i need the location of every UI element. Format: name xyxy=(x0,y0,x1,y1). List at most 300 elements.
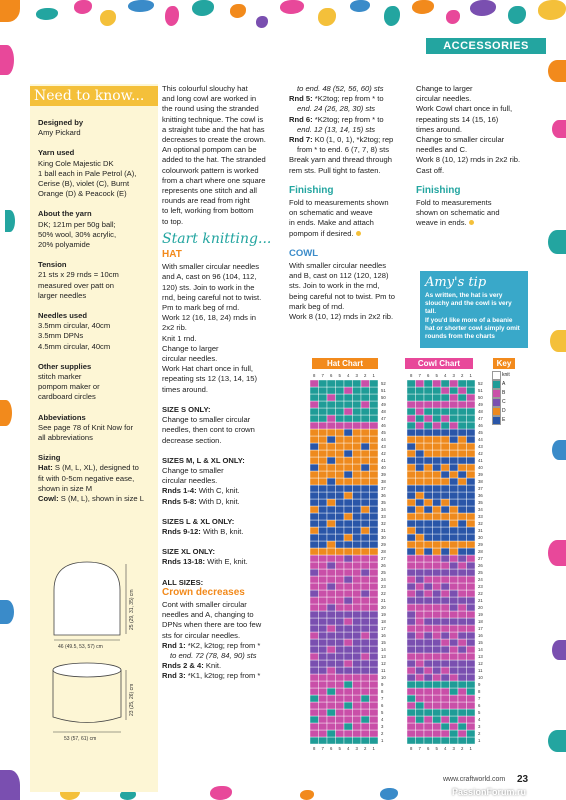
chart-cell xyxy=(441,618,450,625)
chart-cell xyxy=(433,695,442,702)
chart-cell xyxy=(407,548,416,555)
chart-cell xyxy=(458,632,467,639)
chart-row-number: 22 xyxy=(381,591,386,596)
chart-cell xyxy=(370,737,379,744)
chart-cell xyxy=(407,506,416,513)
chart-row-number: 11 xyxy=(478,668,483,673)
chart-cell xyxy=(336,723,345,730)
chart-row-number: 31 xyxy=(381,528,386,533)
chart-cell xyxy=(361,688,370,695)
chart-cell xyxy=(441,548,450,555)
chart-cell xyxy=(458,408,467,415)
chart-cell xyxy=(416,464,425,471)
intro-line: to top. xyxy=(162,216,184,226)
chart-cell xyxy=(416,597,425,604)
chart-cell xyxy=(361,730,370,737)
chart-cell xyxy=(319,464,328,471)
chart-cell xyxy=(327,415,336,422)
rnd-7-cont: from * to end. 6 (7, 7, 8) sts xyxy=(297,145,390,155)
chart-cell xyxy=(407,632,416,639)
chart-cell xyxy=(327,520,336,527)
chart-cell xyxy=(441,737,450,744)
chart-cell xyxy=(353,436,362,443)
chart-cell xyxy=(450,583,459,590)
chart-cell xyxy=(310,723,319,730)
chart-cell xyxy=(336,618,345,625)
chart-cell xyxy=(450,660,459,667)
chart-cell xyxy=(344,562,353,569)
chart-cell xyxy=(327,408,336,415)
chart-cell xyxy=(370,527,379,534)
chart-cell xyxy=(310,513,319,520)
chart-cell xyxy=(370,576,379,583)
chart-cell xyxy=(361,576,370,583)
rnd-3-cont: to end. 48 (52, 56, 60) sts xyxy=(297,84,384,93)
chart-cell xyxy=(424,709,433,716)
chart-cell xyxy=(433,415,442,422)
chart-row-number: 8 xyxy=(381,689,384,694)
chart-cell xyxy=(310,597,319,604)
chart-cell xyxy=(336,520,345,527)
chart-cell xyxy=(467,443,476,450)
needle-line: 3.5mm DPNs xyxy=(38,331,84,341)
chart-row-number: 14 xyxy=(478,647,483,652)
other-supplies-label: Other supplies xyxy=(38,361,92,371)
cowl-cont-line: times around. xyxy=(416,124,463,134)
chart-cell xyxy=(450,527,459,534)
chart-cell xyxy=(407,422,416,429)
chart-cell xyxy=(336,569,345,576)
chart-cell xyxy=(327,506,336,513)
rnd-1: *K2, k2tog; rep from * xyxy=(187,640,261,650)
about-yarn-line: DK; 121m per 50g ball; xyxy=(38,219,116,229)
chart-cell xyxy=(416,513,425,520)
intro-line: rounds are read from right xyxy=(162,196,250,206)
chart-cell xyxy=(336,485,345,492)
chart-cell xyxy=(370,506,379,513)
chart-cell xyxy=(327,583,336,590)
chart-cell xyxy=(450,499,459,506)
chart-cell xyxy=(416,709,425,716)
chart-cell xyxy=(336,464,345,471)
yarn-used-label: Yarn used xyxy=(38,148,75,158)
chart-cell xyxy=(361,436,370,443)
chart-cell xyxy=(407,464,416,471)
sidebar-text xyxy=(38,118,158,511)
chart-cell xyxy=(433,576,442,583)
chart-cell xyxy=(310,709,319,716)
chart-cell xyxy=(458,380,467,387)
chart-cell xyxy=(450,569,459,576)
chart-cell xyxy=(416,695,425,702)
abbreviations-label: Abbeviations xyxy=(38,412,86,422)
chart-cell xyxy=(344,730,353,737)
chart-cell xyxy=(467,667,476,674)
chart-cell xyxy=(361,611,370,618)
chart-cell xyxy=(327,688,336,695)
chart-cell xyxy=(370,702,379,709)
sizing-label: Sizing xyxy=(38,453,61,463)
yarn-line: King Cole Majestic DK xyxy=(38,158,114,168)
cowl-chart-grid xyxy=(407,380,475,744)
chart-row-number: 6 xyxy=(478,703,481,708)
intro-line: from a chart where one square xyxy=(162,175,266,185)
chart-cell xyxy=(327,611,336,618)
chart-cell xyxy=(407,646,416,653)
chart-row-number: 29 xyxy=(381,542,386,547)
chart-cell xyxy=(370,709,379,716)
cowl-line: With smaller circular needles xyxy=(289,261,387,271)
chart-cell xyxy=(336,681,345,688)
chart-cell xyxy=(433,492,442,499)
chart-cell xyxy=(336,429,345,436)
chart-row-number: 9 xyxy=(478,682,481,687)
chart-cell xyxy=(441,590,450,597)
chart-column-number: 3 xyxy=(355,373,358,378)
chart-row-number: 26 xyxy=(478,563,483,568)
chart-row-number: 33 xyxy=(478,514,483,519)
chart-cell xyxy=(327,380,336,387)
chart-cell xyxy=(424,408,433,415)
key-item xyxy=(492,416,520,424)
chart-row-number: 44 xyxy=(381,437,386,442)
chart-cell xyxy=(370,618,379,625)
chart-cell xyxy=(344,583,353,590)
chart-row-number: 12 xyxy=(478,661,483,666)
tension-line: larger needles xyxy=(38,290,87,300)
chart-cell xyxy=(441,513,450,520)
chart-cell xyxy=(407,527,416,534)
chart-cell xyxy=(458,464,467,471)
pattern-column-2 xyxy=(162,84,282,682)
cowl-cont-line: Change to smaller circular xyxy=(416,135,505,145)
chart-cell xyxy=(353,646,362,653)
chart-cell xyxy=(319,625,328,632)
chart-cell xyxy=(336,667,345,674)
chart-column-number: 7 xyxy=(418,373,421,378)
chart-cell xyxy=(336,548,345,555)
chart-row-number: 50 xyxy=(381,395,386,400)
chart-row-number: 35 xyxy=(381,500,386,505)
chart-cell xyxy=(353,660,362,667)
chart-row-number: 46 xyxy=(381,423,386,428)
chart-cell xyxy=(327,527,336,534)
size-mlxl-line: Change to smaller xyxy=(162,465,224,475)
chart-cell xyxy=(441,534,450,541)
chart-cell xyxy=(370,716,379,723)
chart-cell xyxy=(416,681,425,688)
chart-cell xyxy=(319,429,328,436)
chart-cell xyxy=(416,401,425,408)
chart-cell xyxy=(361,681,370,688)
chart-cell xyxy=(370,471,379,478)
chart-cell xyxy=(361,401,370,408)
chart-cell xyxy=(353,611,362,618)
chart-column-number: 5 xyxy=(435,373,438,378)
chart-cell xyxy=(310,443,319,450)
chart-cell xyxy=(441,604,450,611)
chart-column-number: 4 xyxy=(444,746,447,751)
chart-row-number: 48 xyxy=(478,409,483,414)
hat-line: 120) sts. Join to work in the xyxy=(162,282,255,292)
chart-cell xyxy=(336,702,345,709)
chart-cell xyxy=(344,688,353,695)
chart-cell xyxy=(327,555,336,562)
chart-cell xyxy=(310,576,319,583)
chart-cell xyxy=(336,576,345,583)
chart-cell xyxy=(336,555,345,562)
chart-row-number: 5 xyxy=(478,710,481,715)
chart-cell xyxy=(336,394,345,401)
chart-cell xyxy=(458,569,467,576)
chart-cell xyxy=(319,394,328,401)
cowl-heading: COWL xyxy=(289,247,319,259)
chart-cell xyxy=(361,723,370,730)
chart-cell xyxy=(433,632,442,639)
chart-cell xyxy=(344,681,353,688)
chart-cell xyxy=(407,702,416,709)
chart-cell xyxy=(433,527,442,534)
rnd-7: K0 (1, 0, 1), *k2tog; rep xyxy=(314,135,394,145)
chart-cell xyxy=(319,422,328,429)
chart-cell xyxy=(424,464,433,471)
chart-column-number: 2 xyxy=(364,373,367,378)
chart-column-number: 8 xyxy=(313,746,316,751)
chart-cell xyxy=(424,555,433,562)
chart-cell xyxy=(433,639,442,646)
chart-cell xyxy=(361,464,370,471)
chart-cell xyxy=(353,387,362,394)
chart-column-number: 1 xyxy=(469,746,472,751)
chart-cell xyxy=(441,422,450,429)
chart-cell xyxy=(441,555,450,562)
cowl-finishing-line: shown on schematic and xyxy=(416,208,500,218)
chart-cell xyxy=(327,604,336,611)
chart-cell xyxy=(416,457,425,464)
chart-row-number: 6 xyxy=(381,703,384,708)
chart-cell xyxy=(353,394,362,401)
chart-cell xyxy=(336,380,345,387)
chart-cell xyxy=(370,639,379,646)
chart-cell xyxy=(467,429,476,436)
chart-cell xyxy=(344,716,353,723)
chart-column-number: 3 xyxy=(355,746,358,751)
intro-line: knitting technique. The cowl is xyxy=(162,114,264,124)
chart-cell xyxy=(441,576,450,583)
chart-row-number: 22 xyxy=(478,591,483,596)
chart-cell xyxy=(336,590,345,597)
chart-cell xyxy=(336,688,345,695)
chart-cell xyxy=(467,457,476,464)
chart-cell xyxy=(424,646,433,653)
chart-cell xyxy=(441,730,450,737)
sizing-hat-line: fit with 0-5cm negative ease, xyxy=(38,473,135,483)
chart-cell xyxy=(467,653,476,660)
chart-cell xyxy=(361,660,370,667)
chart-cell xyxy=(416,478,425,485)
chart-cell xyxy=(416,667,425,674)
chart-cell xyxy=(458,492,467,499)
chart-cell xyxy=(458,436,467,443)
chart-cell xyxy=(416,583,425,590)
designer-name: Amy Pickard xyxy=(38,128,81,138)
chart-cell xyxy=(416,471,425,478)
cowl-cont-line: Work 8 (10, 12) rnds in 2x2 rib. xyxy=(416,155,521,165)
chart-cell xyxy=(407,436,416,443)
chart-cell xyxy=(450,716,459,723)
cowl-cont-line: Change to larger xyxy=(416,84,473,93)
chart-cell xyxy=(344,492,353,499)
chart-cell xyxy=(344,625,353,632)
chart-cell xyxy=(344,709,353,716)
chart-cell xyxy=(353,709,362,716)
chart-cell xyxy=(424,702,433,709)
chart-cell xyxy=(450,471,459,478)
chart-cell xyxy=(344,464,353,471)
chart-row-number: 21 xyxy=(478,598,483,603)
chart-row-number: 8 xyxy=(478,689,481,694)
chart-cell xyxy=(424,688,433,695)
chart-column-number: 5 xyxy=(435,746,438,751)
chart-cell xyxy=(450,429,459,436)
cowl-line: sts. Join to work in the rnd, xyxy=(289,281,380,291)
chart-cell xyxy=(450,639,459,646)
chart-cell xyxy=(370,499,379,506)
chart-cell xyxy=(353,478,362,485)
chart-cell xyxy=(336,632,345,639)
chart-cell xyxy=(407,562,416,569)
chart-cell xyxy=(416,716,425,723)
chart-cell xyxy=(361,555,370,562)
hat-line: 2x2 rib. xyxy=(162,323,187,333)
rnds-13-18-label: Rnds 13-18: xyxy=(162,557,206,567)
chart-cell xyxy=(353,667,362,674)
chart-cell xyxy=(353,632,362,639)
cowl-chart-svg xyxy=(407,380,475,744)
need-to-know-title: Need to know... xyxy=(30,86,158,106)
cowl-cont-line: needles and C. xyxy=(416,145,468,155)
hat-line: With smaller circular needles xyxy=(162,262,260,272)
chart-cell xyxy=(310,422,319,429)
chart-cell xyxy=(336,478,345,485)
chart-cell xyxy=(327,450,336,457)
chart-cell xyxy=(424,716,433,723)
chart-cell xyxy=(416,443,425,450)
chart-cell xyxy=(336,387,345,394)
chart-cell xyxy=(407,380,416,387)
chart-cell xyxy=(467,401,476,408)
chart-cell xyxy=(458,415,467,422)
chart-cell xyxy=(416,541,425,548)
chart-cell xyxy=(344,674,353,681)
chart-row-number: 10 xyxy=(478,675,483,680)
rnd-6-cont: end. 12 (13, 14, 15) sts xyxy=(297,124,376,134)
chart-cell xyxy=(450,436,459,443)
chart-row-number: 5 xyxy=(381,710,384,715)
intro-line: the round using the stranded xyxy=(162,104,259,114)
hat-line: repeating sts 12 (13, 14, 15) xyxy=(162,374,257,384)
chart-cell xyxy=(327,737,336,744)
chart-cell xyxy=(433,604,442,611)
chart-cell xyxy=(327,653,336,660)
chart-cell xyxy=(407,520,416,527)
chart-column-number: 7 xyxy=(321,373,324,378)
chart-cell xyxy=(416,702,425,709)
chart-cell xyxy=(441,380,450,387)
rnds-1-4-label: Rnds 1-4: xyxy=(162,486,197,496)
chart-cell xyxy=(353,702,362,709)
chart-row-number: 41 xyxy=(478,458,483,463)
chart-cell xyxy=(450,632,459,639)
chart-cell xyxy=(361,737,370,744)
chart-cell xyxy=(361,520,370,527)
finishing-line: on schematic and weave xyxy=(289,208,373,218)
key-item xyxy=(492,371,520,379)
chart-cell xyxy=(424,436,433,443)
chart-cell xyxy=(361,716,370,723)
chart-cell xyxy=(441,471,450,478)
chart-cell xyxy=(319,597,328,604)
chart-row-number: 35 xyxy=(478,500,483,505)
chart-cell xyxy=(450,688,459,695)
chart-cell xyxy=(327,436,336,443)
chart-cell xyxy=(407,408,416,415)
chart-cell xyxy=(361,478,370,485)
chart-cell xyxy=(336,604,345,611)
chart-cell xyxy=(424,422,433,429)
chart-cell xyxy=(433,513,442,520)
chart-cell xyxy=(361,562,370,569)
all-sizes-label: ALL SIZES: xyxy=(162,577,204,587)
chart-cell xyxy=(450,681,459,688)
rnd-5-label: Rnd 5: xyxy=(289,94,313,104)
chart-cell xyxy=(467,492,476,499)
rnds-13-18: With E, knit. xyxy=(207,557,248,567)
chart-cell xyxy=(361,604,370,611)
chart-cell xyxy=(450,562,459,569)
hat-line: and A, cast on 96 (104, 112, xyxy=(162,272,257,282)
chart-cell xyxy=(361,387,370,394)
chart-cell xyxy=(319,737,328,744)
chart-cell xyxy=(361,422,370,429)
chart-cell xyxy=(361,597,370,604)
chart-cell xyxy=(458,716,467,723)
chart-cell xyxy=(450,555,459,562)
chart-cell xyxy=(424,611,433,618)
chart-row-number: 31 xyxy=(478,528,483,533)
chart-cell xyxy=(336,541,345,548)
chart-cell xyxy=(407,730,416,737)
chart-cell xyxy=(336,653,345,660)
chart-cell xyxy=(424,506,433,513)
chart-cell xyxy=(424,660,433,667)
chart-cell xyxy=(319,639,328,646)
intro-line: decreases to create the crown. xyxy=(162,135,266,145)
chart-cell xyxy=(407,681,416,688)
chart-row-number: 15 xyxy=(381,640,386,645)
chart-cell xyxy=(433,681,442,688)
chart-cell xyxy=(416,387,425,394)
chart-column-number: 8 xyxy=(410,746,413,751)
chart-cell xyxy=(424,597,433,604)
rnds-9-12-label: Rnds 9-12: xyxy=(162,526,201,536)
chart-cell xyxy=(361,709,370,716)
chart-cell xyxy=(407,590,416,597)
chart-cell xyxy=(416,569,425,576)
chart-cell xyxy=(416,653,425,660)
chart-cell xyxy=(416,562,425,569)
chart-cell xyxy=(319,555,328,562)
